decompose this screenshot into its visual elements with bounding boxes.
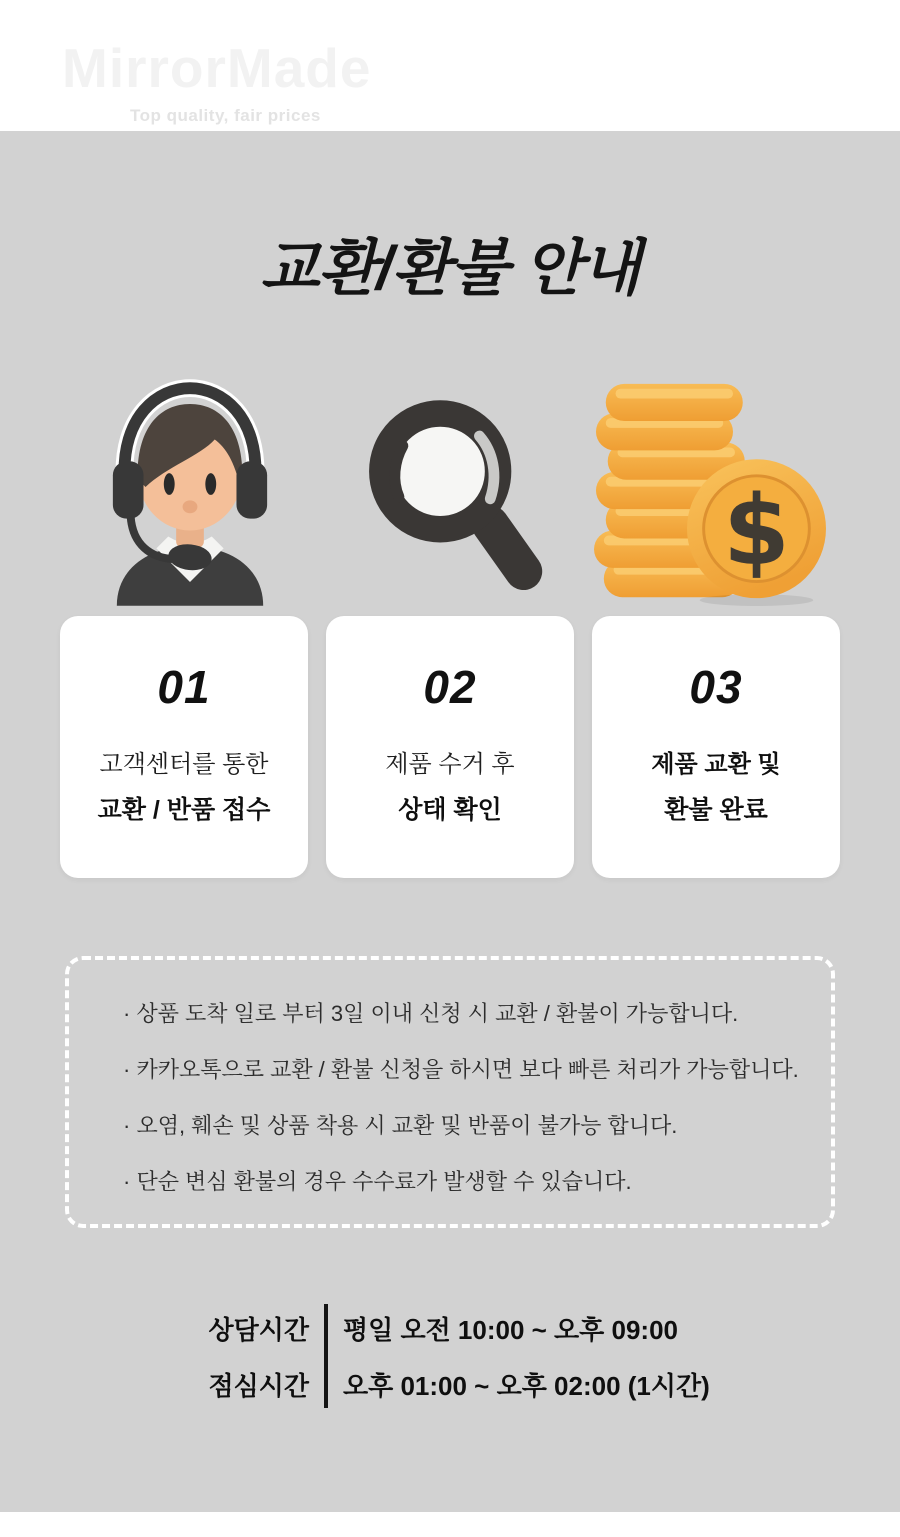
step-text-line1: 고객센터를 통한 (99, 751, 269, 778)
step-card-2 (326, 616, 574, 878)
step-icon-col-3 (580, 364, 840, 606)
step-card-3 (592, 616, 840, 878)
hours-section (183, 1300, 710, 1412)
footer-strip (0, 1512, 900, 1537)
step-number: 03 (689, 661, 743, 713)
page-title: 교환/환불 안내 (260, 234, 640, 302)
hours-value: 평일 오전 10:00 ~ 오후 09:00 (343, 1314, 678, 1345)
step-text-line2: 교환 / 반품 접수 (97, 796, 271, 824)
brand-tagline: Top quality, fair prices (130, 106, 321, 125)
notice-item: · 오염, 훼손 및 상품 착용 시 교환 및 반품이 불가능 합니다. (123, 1113, 678, 1138)
step-text-line2: 상태 확인 (398, 796, 502, 824)
step-text-line2: 환불 완료 (664, 796, 768, 824)
step-cards-row (60, 616, 840, 878)
hours-row-lunch (183, 1356, 710, 1412)
dollar-sign: $ (723, 474, 790, 587)
hours-label: 점심시간 (208, 1370, 309, 1401)
notice-list (69, 960, 831, 1210)
magnifying-glass-icon (347, 380, 553, 598)
step-text-line1: 제품 교환 및 (651, 751, 781, 778)
notice-item: · 상품 도착 일로 부터 3일 이내 신청 시 교환 / 환불이 가능합니다. (123, 1001, 739, 1026)
step-icons-row (60, 364, 840, 606)
hours-divider-line (324, 1304, 328, 1408)
hours-row-consult (183, 1300, 710, 1356)
notice-item: · 단순 변심 환불의 경우 수수료가 발생할 수 있습니다. (123, 1169, 632, 1194)
step-number: 01 (157, 661, 211, 713)
step-text-line1: 제품 수거 후 (385, 751, 515, 778)
step-card-1 (60, 616, 308, 878)
step-icon-col-1 (60, 364, 320, 606)
notice-item: · 카카오톡으로 교환 / 환불 신청을 하시면 보다 빠른 처리가 가능합니다. (123, 1057, 799, 1082)
notice-box (65, 956, 835, 1228)
hours-value: 오후 01:00 ~ 오후 02:00 (1시간) (343, 1370, 710, 1401)
coin-stack-dollar-icon (589, 376, 831, 606)
step-number: 02 (423, 661, 477, 713)
customer-service-agent-icon (101, 372, 279, 606)
hours-label: 상담시간 (208, 1314, 309, 1345)
brand-wordmark: MirrorMade (62, 37, 372, 99)
step-icon-col-2 (320, 364, 580, 606)
dollar-coin (687, 459, 826, 598)
header (0, 0, 900, 131)
